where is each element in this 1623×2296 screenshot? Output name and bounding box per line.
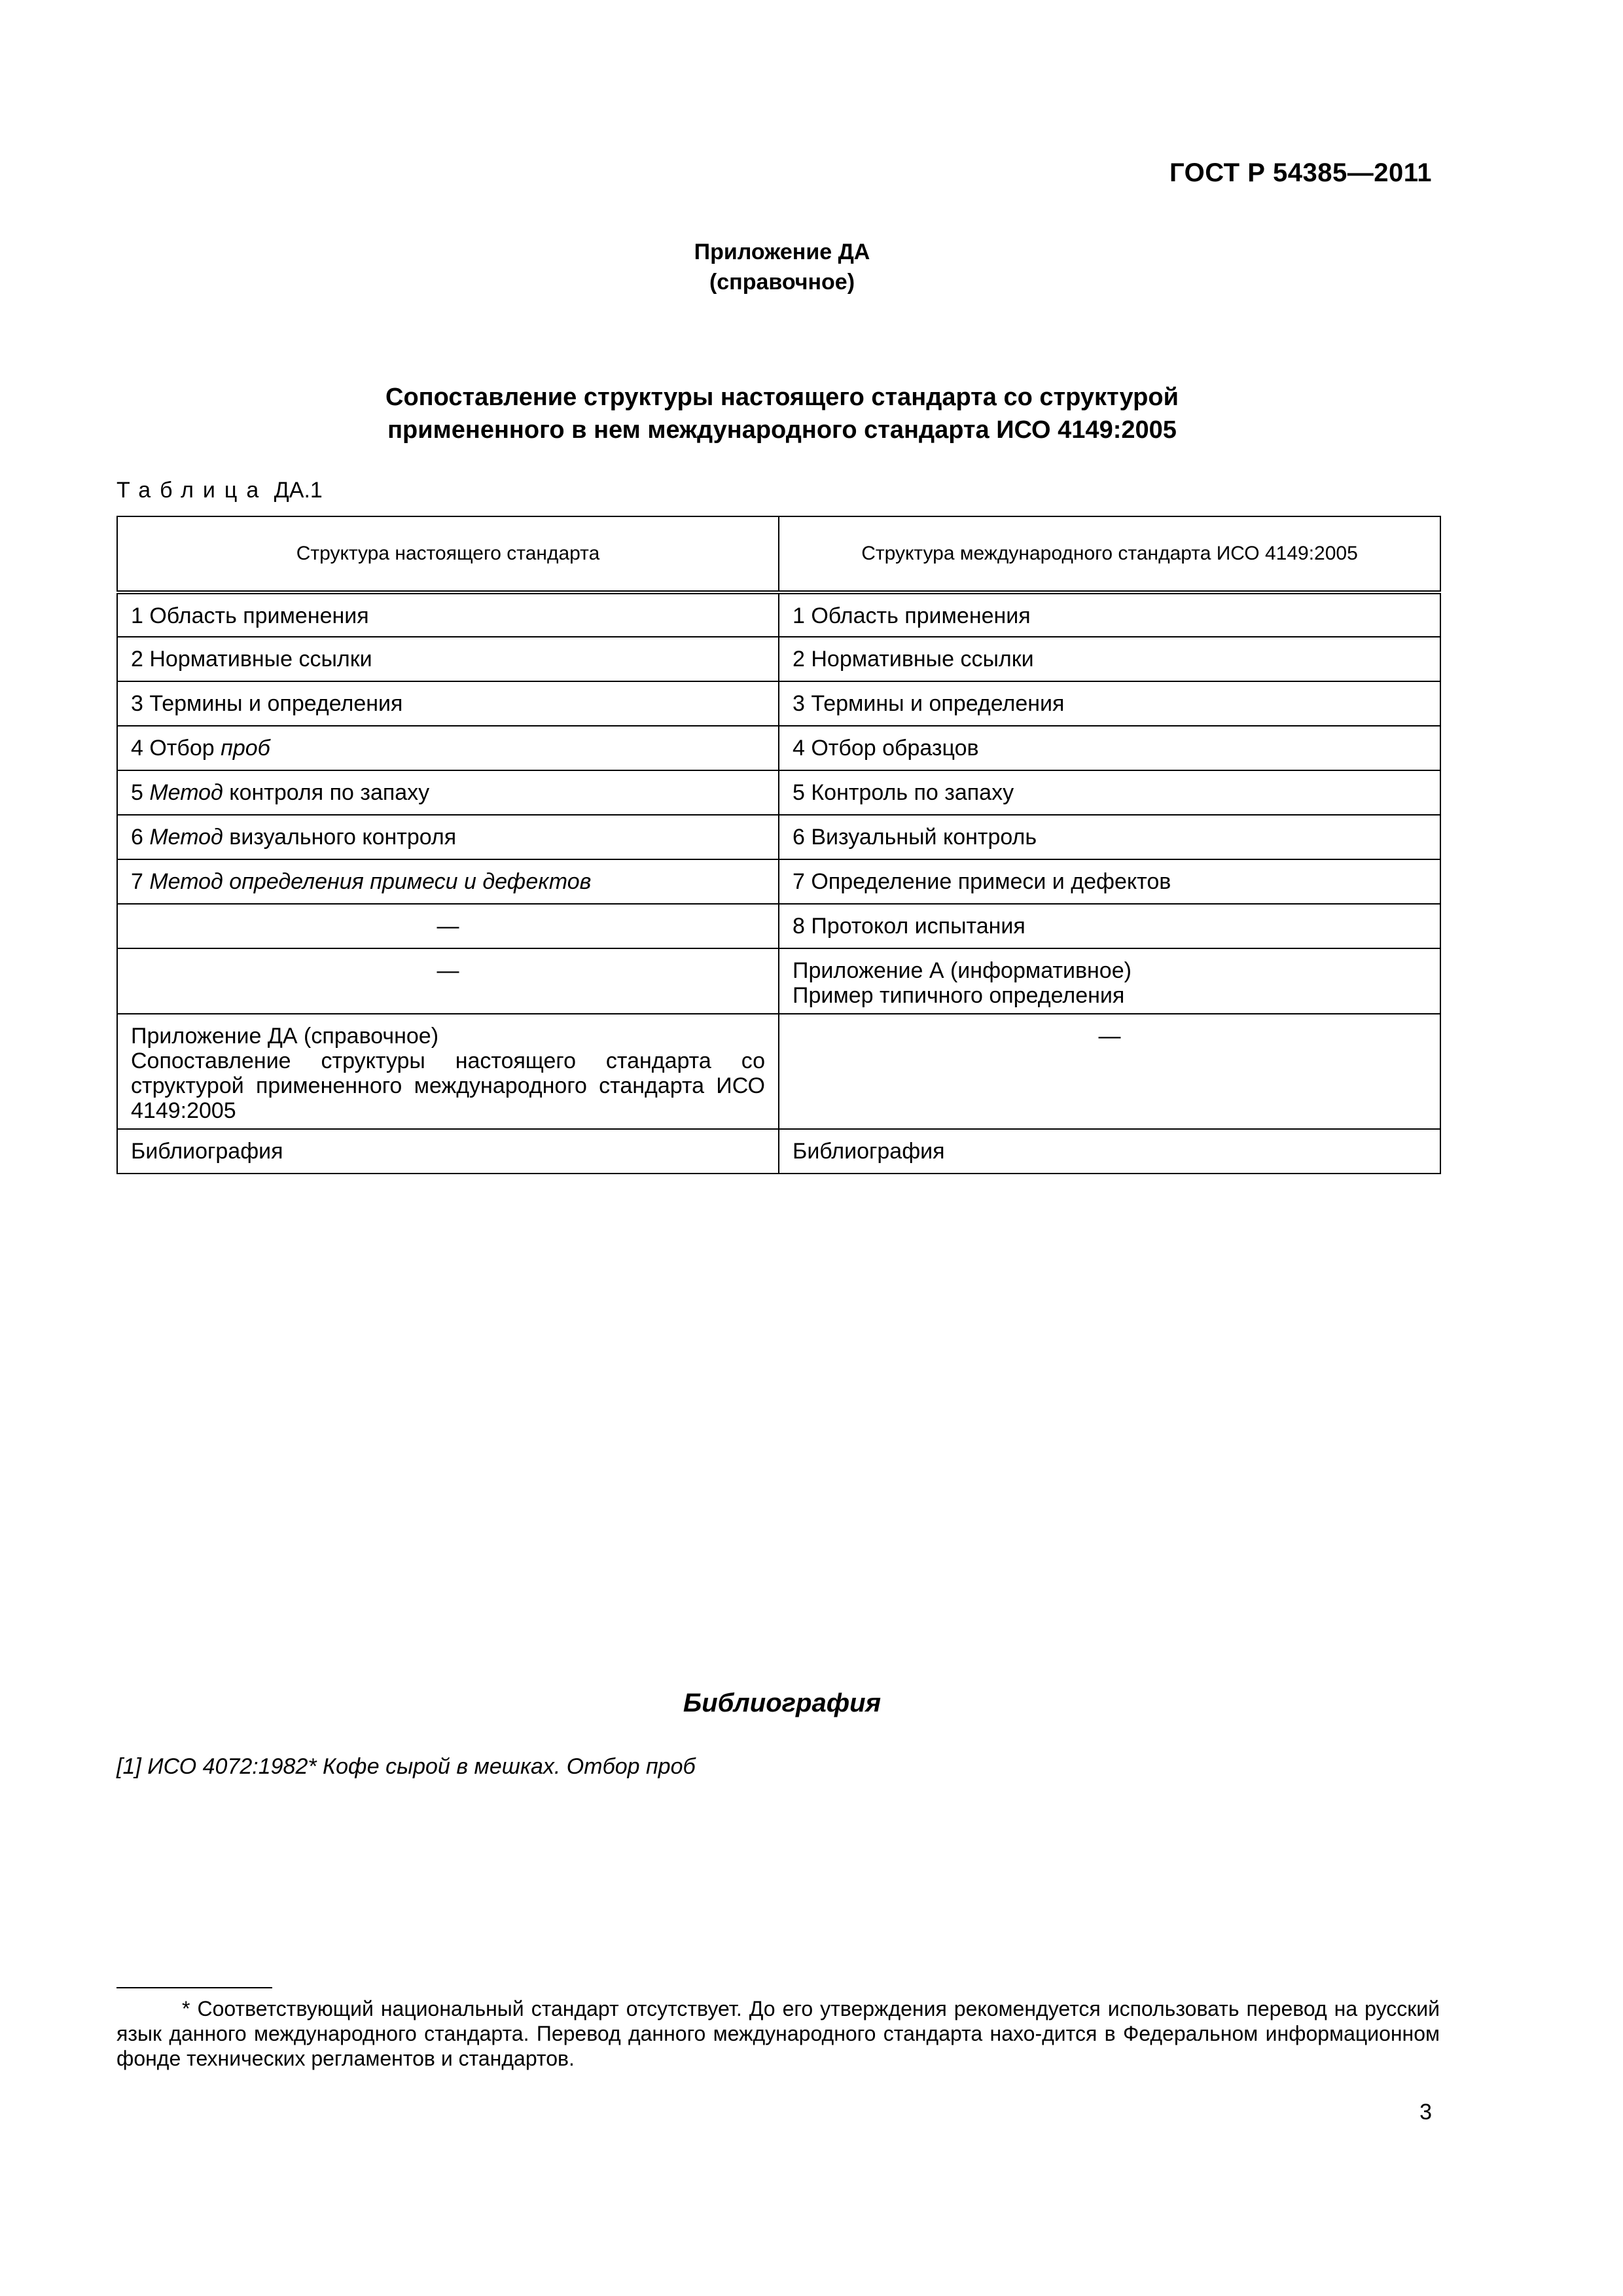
- appendix-kind: (справочное): [709, 270, 855, 295]
- table-row: [117, 815, 1440, 859]
- cell-italic-text: Метод: [149, 780, 223, 805]
- cell-text: 4 Отбор: [131, 736, 221, 761]
- table-row: [117, 948, 1440, 1014]
- cell-international: 6 Визуальный контроль: [779, 815, 1440, 859]
- table-row: [117, 904, 1440, 948]
- cell-international: 1 Область применения: [779, 592, 1440, 637]
- cell-international: 4 Отбор образцов: [779, 726, 1440, 770]
- cell-national: 3 Термины и определения: [117, 681, 779, 726]
- cell-national: [117, 770, 779, 815]
- header-international-structure: Структура международного стандарта ИСО 4149:2005: [779, 516, 1440, 592]
- table-header-row: [117, 516, 1440, 592]
- cell-italic-text: Метод определения примеси и дефектов: [149, 869, 592, 894]
- cell-italic-text: проб: [221, 736, 270, 761]
- table-caption-id: ДА.1: [274, 478, 323, 503]
- cell-national: Библиография: [117, 1129, 779, 1174]
- cell-italic-text: Метод: [149, 825, 223, 850]
- cell-national: [117, 815, 779, 859]
- appendix-label: Приложение ДА: [694, 240, 870, 264]
- table-row: [117, 1129, 1440, 1174]
- appendix-heading: [0, 237, 1564, 297]
- cell-international: 7 Определение примеси и дефектов: [779, 859, 1440, 904]
- cell-national: 1 Область применения: [117, 592, 779, 637]
- cell-number: 5: [131, 780, 150, 805]
- cell-national: [117, 726, 779, 770]
- section-title-line-2: примененного в нем международного стандарта ИСО 4149:2005: [387, 416, 1177, 444]
- cell-national: [117, 1014, 779, 1129]
- table-row: [117, 681, 1440, 726]
- cell-international: Библиография: [779, 1129, 1440, 1174]
- footnote-text: * Соответствующий национальный стандарт отсутствует. До его утверждения рекомендуется использовать перевод на русский язык данного международного стандарта. Перевод данного международного стандарта нахо-дится в Федеральном информационном фонде технических регламентов и стандартов.: [116, 1997, 1440, 2070]
- bibliography-title: Библиография: [683, 1689, 882, 1717]
- cell-national: 2 Нормативные ссылки: [117, 637, 779, 681]
- structure-comparison-table: [116, 516, 1441, 1174]
- table-row: [117, 637, 1440, 681]
- document-number: ГОСТ Р 54385—2011: [1169, 158, 1432, 187]
- section-title-line-1: Сопоставление структуры настоящего стандарта со структурой: [385, 384, 1179, 411]
- table-row: [117, 1014, 1440, 1129]
- cell-line: Сопоставление структуры настоящего стандарта со структурой примененного международного стандарта ИСО 4149:2005: [131, 1049, 765, 1123]
- table-row: [117, 859, 1440, 904]
- cell-line: Пример типичного определения: [793, 983, 1125, 1008]
- cell-number: 7: [131, 869, 150, 894]
- header-national-structure: Структура настоящего стандарта: [117, 516, 779, 592]
- cell-number: 6: [131, 825, 150, 850]
- cell-international: 3 Термины и определения: [779, 681, 1440, 726]
- cell-national-empty: —: [117, 948, 779, 1014]
- cell-international: 2 Нормативные ссылки: [779, 637, 1440, 681]
- bibliography-entry: [1] ИСО 4072:1982* Кофе сырой в мешках. Отбор проб: [116, 1754, 696, 1779]
- cell-text: контроля по запаху: [223, 780, 430, 805]
- cell-national: [117, 859, 779, 904]
- cell-international: 5 Контроль по запаху: [779, 770, 1440, 815]
- cell-international: 8 Протокол испытания: [779, 904, 1440, 948]
- table-caption: [116, 478, 323, 503]
- cell-international-empty: —: [779, 1014, 1440, 1129]
- table-row: [117, 726, 1440, 770]
- page-number: 3: [1419, 2100, 1432, 2125]
- table-row: [117, 592, 1440, 637]
- cell-international: [779, 948, 1440, 1014]
- table-row: [117, 770, 1440, 815]
- footnote-divider: [116, 1987, 272, 1988]
- section-title: [0, 381, 1564, 446]
- cell-line: Приложение А (информативное): [793, 958, 1132, 983]
- table-caption-word: Таблица: [116, 478, 268, 503]
- cell-text: визуального контроля: [223, 825, 457, 850]
- cell-line: Приложение ДА (справочное): [131, 1024, 439, 1049]
- cell-national-empty: —: [117, 904, 779, 948]
